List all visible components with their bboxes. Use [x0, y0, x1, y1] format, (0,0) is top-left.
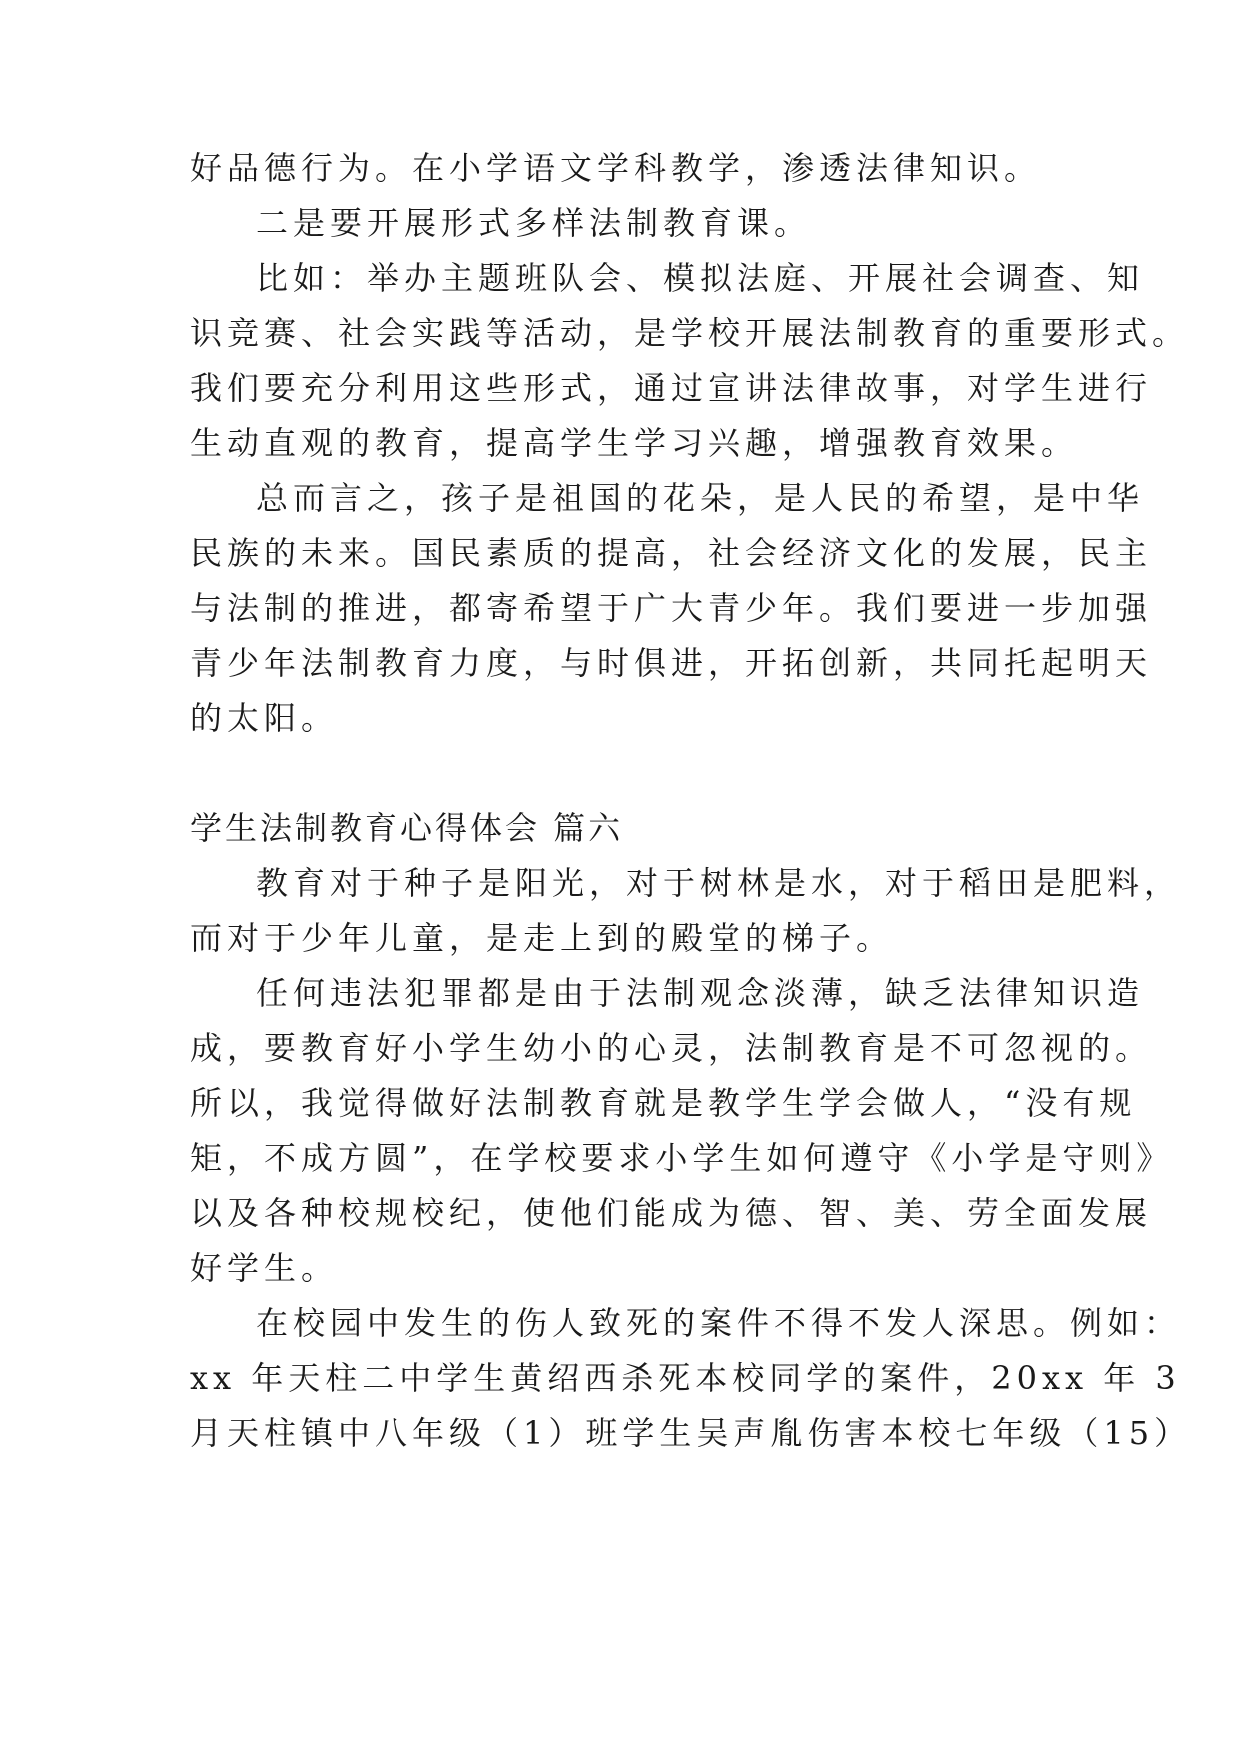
text-line: 好品德行为。在小学语文学科教学，渗透法律知识。: [190, 149, 1042, 187]
text-line: 任何违法犯罪都是由于法制观念淡薄，缺乏法律知识造: [256, 974, 1145, 1012]
text-line: 比如：举办主题班队会、模拟法庭、开展社会调查、知: [256, 259, 1145, 297]
text-line: 教育对于种子是阳光，对于树林是水，对于稻田是肥料，: [256, 864, 1182, 902]
text-line: 所以，我觉得做好法制教育就是教学生学会做人，“没有规: [190, 1084, 1137, 1122]
text-line: 好学生。: [190, 1249, 339, 1287]
text-line: 而对于少年儿童，是走上到的殿堂的梯子。: [190, 919, 894, 957]
text-line: 青少年法制教育力度，与时俱进，开拓创新，共同托起明天: [190, 644, 1153, 682]
text-line: 生动直观的教育，提高学生学习兴趣，增强教育效果。: [190, 424, 1079, 462]
text-line: 民族的未来。国民素质的提高，社会经济文化的发展，民主: [190, 534, 1153, 572]
text-line: 与法制的推进，都寄希望于广大青少年。我们要进一步加强: [190, 589, 1153, 627]
text-line: 我们要充分利用这些形式，通过宣讲法律故事，对学生进行: [190, 369, 1153, 407]
text-line: 月天柱镇中八年级（1）班学生吴声胤伤害本校七年级（15）: [190, 1414, 1192, 1452]
section-heading: 学生法制教育心得体会 篇六: [190, 809, 624, 847]
text-line: 在校园中发生的伤人致死的案件不得不发人深思。例如：: [256, 1304, 1182, 1342]
text-line: 总而言之，孩子是祖国的花朵，是人民的希望，是中华: [256, 479, 1145, 517]
text-line: 以及各种校规校纪，使他们能成为德、智、美、劳全面发展: [190, 1194, 1153, 1232]
text-line: 识竞赛、社会实践等活动，是学校开展法制教育的重要形式。: [190, 314, 1190, 352]
text-line: 矩，不成方圆”，在学校要求小学生如何遵守《小学是守则》: [190, 1139, 1174, 1177]
text-line: 成，要教育好小学生幼小的心灵，法制教育是不可忽视的。: [190, 1029, 1153, 1067]
text-line: xx 年天柱二中学生黄绍西杀死本校同学的案件，20xx 年 3: [190, 1359, 1181, 1397]
text-line: 的太阳。: [190, 699, 339, 737]
text-line: 二是要开展形式多样法制教育课。: [256, 204, 812, 242]
